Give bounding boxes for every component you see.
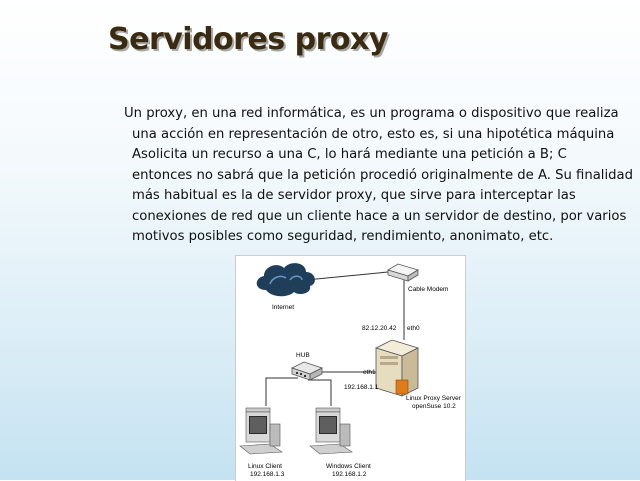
windows-client-name-label: Windows Client	[326, 463, 371, 470]
linux-client-ip-label: 192.168.1.3	[250, 471, 285, 478]
cable-modem-icon	[388, 264, 418, 281]
internet-cloud-icon	[257, 263, 315, 296]
hub-label: HUB	[296, 352, 310, 359]
paragraph-line: más habitual es la de servidor proxy, que sirve para interceptar las	[132, 188, 576, 203]
paragraph-line: una acción en representación de otro, esto es, si una hipotética máquina	[132, 126, 615, 142]
server-name-label: Linux Proxy Server	[406, 395, 461, 402]
cable-modem-label: Cable Modem	[408, 286, 449, 293]
link-hub-linux-client	[266, 378, 298, 406]
paragraph-line: conexiones de red que un cliente hace a un servidor de destino, por varios	[132, 208, 627, 224]
server-os-label: openSuse 10.2	[412, 403, 456, 410]
windows-client-ip-label: 192.168.1.2	[332, 471, 367, 478]
link-hub-windows-client	[308, 380, 331, 406]
internet-label: Internet	[272, 304, 295, 311]
internal-ip-label: 192.168.1.1	[344, 384, 379, 391]
paragraph-line: motivos posibles como seguridad, rendimiento, anonimato, etc.	[132, 229, 554, 244]
external-ip-label: 82.12.20.42	[362, 325, 397, 332]
network-diagram	[235, 255, 466, 481]
eth1-label: eth1	[363, 369, 376, 376]
paragraph-line: Un proxy, en una red informática, es un programa o dispositivo que realiza	[124, 106, 619, 121]
paragraph-line: entonces no sabrá que la petición procedió originalmente de A. Su finalidad	[132, 167, 633, 183]
windows-client-computer-icon	[310, 408, 352, 454]
proxy-server-icon	[376, 340, 418, 396]
link-internet-modem	[306, 272, 388, 280]
eth0-label: eth0	[407, 325, 420, 332]
paragraph-line: Asolicita un recurso a una C, lo hará mediante una petición a B; C	[132, 147, 567, 162]
linux-client-name-label: Linux Client	[248, 463, 282, 470]
slide-title: Servidores proxy	[108, 22, 388, 57]
hub-icon	[292, 362, 322, 380]
linux-client-computer-icon	[240, 408, 282, 454]
slide-paragraph	[124, 104, 633, 248]
